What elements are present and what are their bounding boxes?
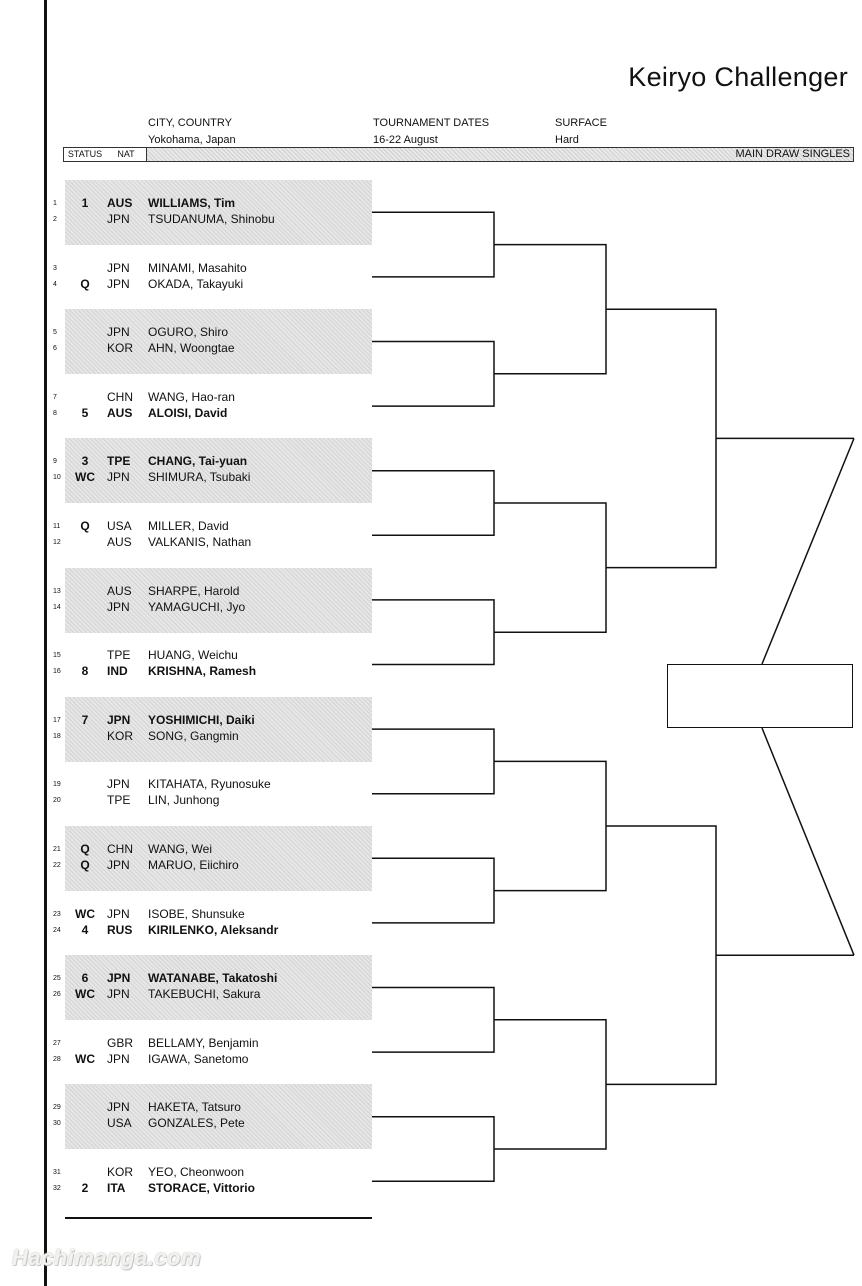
player-nationality: IND (107, 664, 128, 679)
draw-position: 2 (53, 216, 57, 223)
player-name: KITAHATA, Ryunosuke (148, 777, 271, 792)
player-nationality: RUS (107, 922, 133, 937)
player-name: IGAWA, Sanetomo (148, 1051, 249, 1066)
bracket-line (606, 309, 716, 567)
draw-position: 26 (53, 991, 61, 999)
player-status: 2 (81, 1181, 89, 1195)
draw-position: 19 (53, 781, 61, 789)
draw-position: 31 (53, 1169, 61, 1176)
draw-position: 29 (53, 1104, 61, 1112)
draw-position: 6 (53, 345, 57, 353)
player-name: TAKEBUCHI, Sakura (148, 987, 261, 1002)
player-nationality: AUS (107, 535, 132, 549)
player-nationality: JPN (107, 470, 130, 485)
player-nationality: JPN (107, 987, 130, 1002)
player-nationality: JPN (107, 325, 130, 340)
player-status: WC (75, 1051, 95, 1066)
player-nationality: KOR (107, 1165, 134, 1179)
player-name: GONZALES, Pete (148, 1116, 245, 1131)
bracket-line (494, 245, 606, 374)
player-nationality: JPN (107, 599, 130, 614)
tournament-title: Keiryo Challenger (628, 62, 848, 92)
player-status: WC (75, 470, 95, 485)
draw-position: 12 (53, 539, 61, 546)
draw-position: 5 (53, 329, 57, 337)
draw-position: 4 (53, 280, 57, 288)
draw-position: 10 (53, 474, 61, 482)
surface-label: SURFACE (555, 117, 607, 129)
player-nationality: JPN (107, 906, 130, 921)
player-nationality: JPN (107, 777, 130, 792)
player-nationality: AUS (107, 196, 133, 210)
bracket-line (372, 342, 494, 407)
draw-position: 7 (53, 393, 57, 401)
player-name: YAMAGUCHI, Jyo (148, 599, 246, 614)
player-name: KRISHNA, Ramesh (148, 664, 257, 679)
player-status: WC (75, 987, 95, 1002)
player-name: BELLAMY, Benjamin (148, 1035, 259, 1050)
player-status: Q (80, 276, 90, 291)
bracket-line (762, 728, 854, 955)
city-label: CITY, COUNTRY (148, 117, 232, 129)
player-name: TSUDANUMA, Shinobu (148, 212, 275, 226)
bracket-line (372, 600, 494, 665)
dates-label: TOURNAMENT DATES (373, 117, 490, 129)
player-status: 3 (81, 454, 89, 469)
player-nationality: JPN (107, 276, 130, 291)
draw-position: 27 (53, 1039, 61, 1047)
watermark: Hachimanga.com (12, 1245, 202, 1270)
player-status: 8 (81, 664, 89, 679)
bracket-line (372, 212, 494, 277)
player-name: MARUO, Eiichiro (148, 858, 239, 872)
draw-position: 15 (53, 652, 61, 660)
draw-position: 30 (53, 1120, 61, 1128)
status-column-header: STATUS (64, 148, 107, 161)
player-name: OGURO, Shiro (148, 325, 229, 340)
draw-position: 22 (53, 862, 61, 869)
bracket-line (372, 988, 494, 1053)
player-name: ALOISI, David (148, 405, 228, 420)
player-status: 1 (81, 196, 89, 210)
player-name: WANG, Hao-ran (148, 389, 235, 404)
player-status: 4 (81, 922, 89, 937)
player-nationality: KOR (107, 728, 134, 743)
draw-position: 25 (53, 975, 61, 983)
player-nationality: JPN (107, 858, 130, 872)
draw-position: 18 (53, 732, 61, 740)
player-name: MILLER, David (148, 519, 229, 533)
bracket-line (494, 1020, 606, 1149)
player-nationality: JPN (107, 212, 130, 226)
player-nationality: GBR (107, 1035, 134, 1050)
draw-position: 11 (53, 523, 61, 530)
city-value: Yokohama, Japan (148, 134, 236, 146)
player-nationality: KOR (107, 341, 134, 356)
draw-position: 16 (53, 668, 61, 676)
draw-position: 9 (53, 458, 57, 466)
draw-position: 20 (53, 797, 61, 805)
player-nationality: AUS (107, 583, 132, 598)
bracket-line (494, 503, 606, 632)
player-nationality: JPN (107, 971, 131, 986)
player-nationality: ITA (107, 1181, 126, 1195)
player-name: YEO, Cheonwoon (148, 1165, 245, 1179)
player-status: Q (80, 842, 90, 856)
player-name: VALKANIS, Nathan (148, 535, 252, 549)
nat-column-header: NAT (106, 148, 147, 161)
player-name: LIN, Junhong (148, 793, 220, 808)
player-status: 6 (81, 971, 89, 986)
draw-position: 32 (53, 1185, 61, 1192)
player-nationality: CHN (107, 842, 133, 856)
player-status: Q (80, 519, 90, 533)
player-name: KIRILENKO, Aleksandr (148, 922, 279, 937)
draw-position: 21 (53, 846, 61, 853)
draw-position: 24 (53, 926, 61, 934)
player-name: SONG, Gangmin (148, 728, 239, 743)
player-nationality: TPE (107, 454, 131, 469)
player-name: SHARPE, Harold (148, 583, 240, 598)
draw-position: 3 (53, 264, 57, 272)
player-status: WC (75, 906, 95, 921)
player-name: CHANG, Tai-yuan (148, 454, 248, 469)
player-nationality: TPE (107, 648, 131, 663)
champion-box (667, 664, 853, 728)
player-status: Q (80, 858, 90, 872)
bracket-line (372, 729, 494, 794)
player-name: HAKETA, Tatsuro (148, 1100, 241, 1115)
bracket-line (372, 471, 494, 536)
player-status: 5 (81, 405, 89, 420)
draw-position: 28 (53, 1055, 61, 1063)
player-nationality: TPE (107, 793, 131, 808)
bracket-line (762, 438, 854, 664)
player-nationality: JPN (107, 260, 130, 275)
player-name: SHIMURA, Tsubaki (148, 470, 251, 485)
player-name: OKADA, Takayuki (148, 276, 244, 291)
player-status: 7 (81, 712, 89, 727)
draw-position: 23 (53, 910, 61, 918)
player-name: AHN, Woongtae (148, 341, 235, 356)
bracket-line (606, 826, 716, 1084)
draw-position: 17 (53, 716, 61, 724)
bracket-line (372, 1117, 494, 1182)
draw-position: 14 (53, 603, 61, 611)
player-name: WILLIAMS, Tim (148, 196, 236, 210)
bracket-line (372, 858, 494, 923)
player-name: YOSHIMICHI, Daiki (148, 712, 255, 727)
player-nationality: JPN (107, 1100, 130, 1115)
player-name: MINAMI, Masahito (148, 260, 247, 275)
dates-value: 16-22 August (373, 134, 438, 146)
player-nationality: USA (107, 1116, 132, 1131)
draw-position: 13 (53, 587, 61, 595)
player-nationality: USA (107, 519, 132, 533)
player-nationality: CHN (107, 389, 133, 404)
player-name: WATANABE, Takatoshi (148, 971, 278, 986)
player-nationality: JPN (107, 1051, 130, 1066)
draw-position: 1 (53, 200, 57, 207)
player-name: ISOBE, Shunsuke (148, 906, 245, 921)
player-nationality: AUS (107, 405, 133, 420)
player-name: WANG, Wei (148, 842, 213, 856)
player-name: HUANG, Weichu (148, 648, 238, 663)
bracket-line (494, 761, 606, 890)
surface-value: Hard (555, 134, 579, 146)
player-name: STORACE, Vittorio (148, 1181, 255, 1195)
player-nationality: JPN (107, 712, 131, 727)
draw-position: 8 (53, 409, 57, 417)
draw-type-label: MAIN DRAW SINGLES (735, 148, 850, 160)
